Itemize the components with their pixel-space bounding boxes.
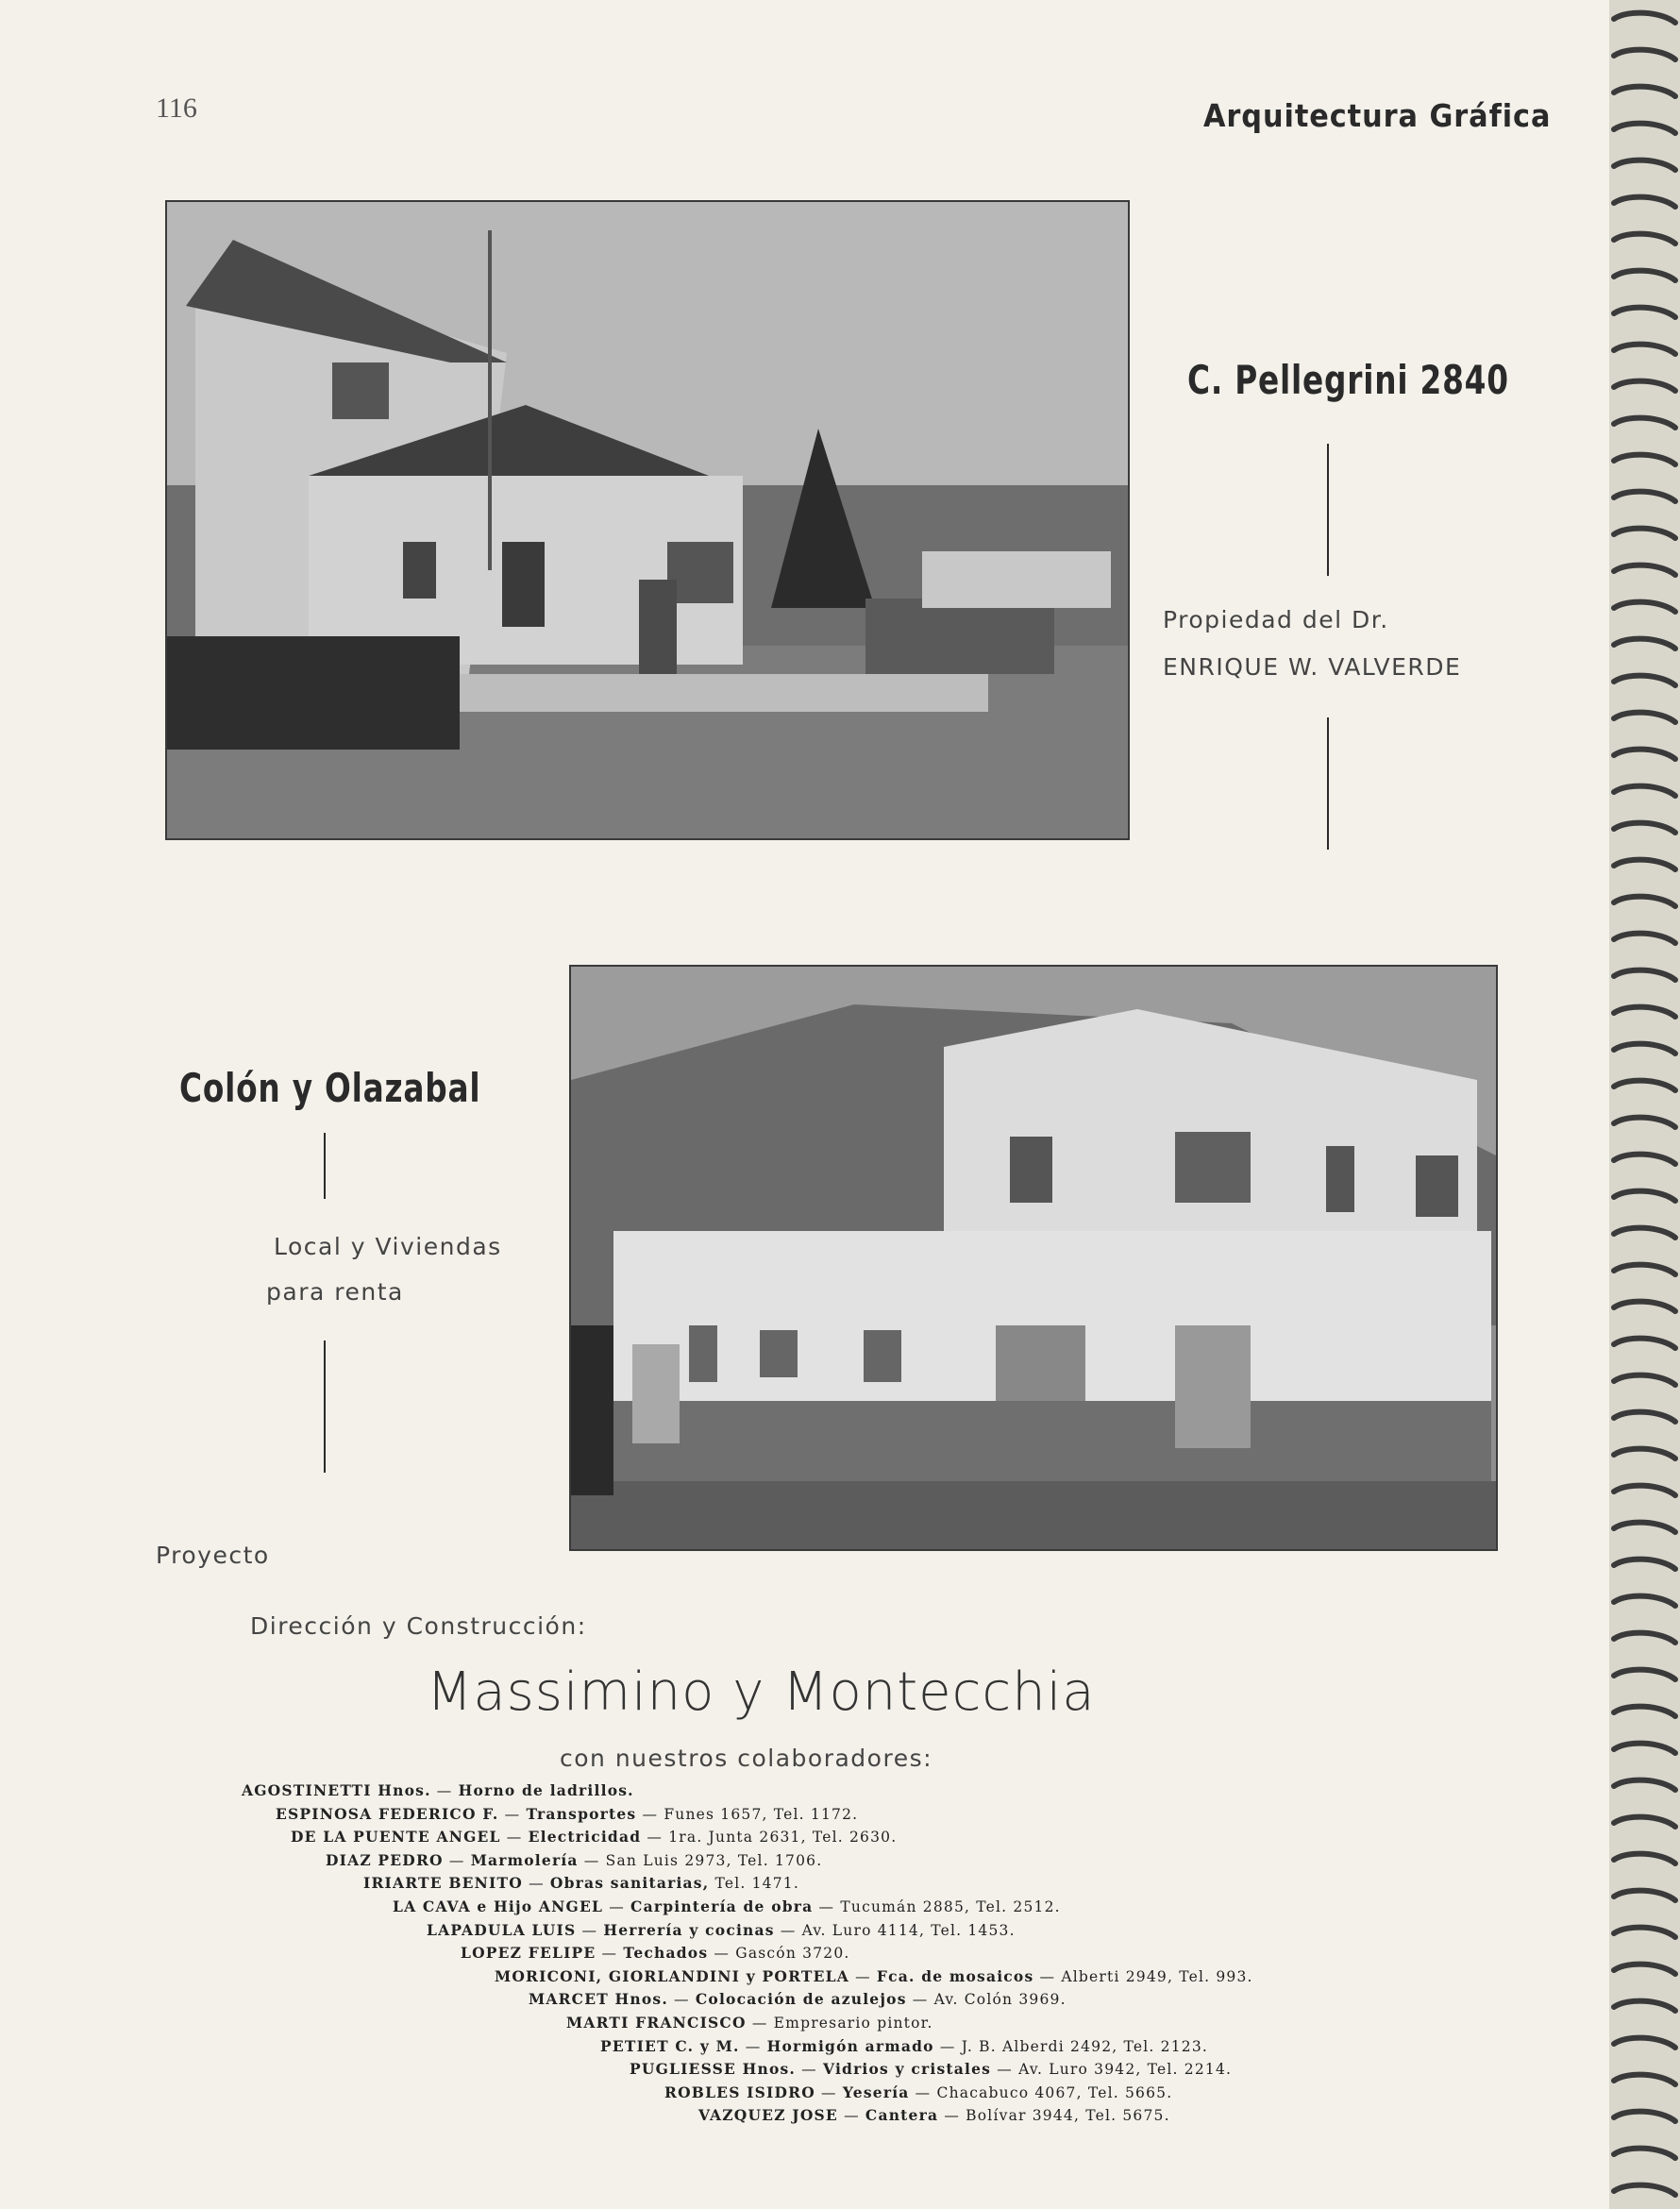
magazine-title: Arquitectura Gráfica — [1203, 97, 1552, 134]
page-number: 116 — [156, 93, 197, 124]
collaborator-row: MARTI FRANCISCO — Empresario pintor. — [566, 2013, 933, 2032]
divider-line — [1327, 444, 1329, 576]
collaborator-row: MARCET Hnos. — Colocación de azulejos — Av. Colón 3969. — [529, 1990, 1067, 2009]
collaborator-row: PETIET C. y M. — Hormigón armado — J. B. Alberdi 2492, Tel. 2123. — [600, 2036, 1209, 2055]
firm-name: Massimino y Montecchia — [427, 1661, 1096, 1723]
divider-line — [324, 1133, 326, 1199]
project-1-owner-line-1: Propiedad del Dr. — [1163, 606, 1389, 633]
collaborator-row: DIAZ PEDRO — Marmolería — San Luis 2973, Tel. 1706. — [326, 1850, 823, 1869]
collaborator-row: LAPADULA LUIS — Herrería y cocinas — Av. Luro 4114, Tel. 1453. — [427, 1920, 1016, 1939]
collaborator-row: VAZQUEZ JOSE — Cantera — Bolívar 3944, Tel. 5675. — [698, 2106, 1170, 2125]
house-photo — [165, 200, 1130, 840]
collaborators-list — [189, 1779, 1416, 2128]
collaborator-row: ESPINOSA FEDERICO F. — Transportes — Funes 1657, Tel. 1172. — [276, 1804, 859, 1823]
divider-line — [324, 1341, 326, 1473]
collaborator-row: AGOSTINETTI Hnos. — Horno de ladrillos. — [242, 1781, 634, 1799]
project-1-address: C. Pellegrini 2840 — [1187, 357, 1509, 403]
divider-line — [1327, 717, 1329, 850]
project-2-description-line-1: Local y Viviendas — [274, 1233, 502, 1260]
collaborator-row: IRIARTE BENITO — Obras sanitarias, Tel. 1471. — [363, 1874, 799, 1893]
collaborator-row: PUGLIESSE Hnos. — Vidrios y cristales — Av. Luro 3942, Tel. 2214. — [630, 2060, 1233, 2079]
collaborator-row: LOPEZ FELIPE — Techados — Gascón 3720. — [461, 1944, 850, 1963]
collaborator-row: ROBLES ISIDRO — Yesería — Chacabuco 4067, Tel. 5665. — [664, 2083, 1173, 2101]
project-2-address: Colón y Olazabal — [179, 1065, 481, 1111]
building-photo — [569, 965, 1498, 1551]
direction-label: Dirección y Construcción: — [250, 1612, 587, 1640]
project-2-description-line-2: para renta — [266, 1278, 404, 1306]
collaborator-row: LA CAVA e Hijo ANGEL — Carpintería de obra — Tucumán 2885, Tel. 2512. — [393, 1897, 1061, 1915]
project-1-owner-line-2: ENRIQUE W. VALVERDE — [1163, 653, 1462, 681]
collaborators-label: con nuestros colaboradores: — [560, 1745, 933, 1772]
collaborator-row: DE LA PUENTE ANGEL — Electricidad — 1ra. Junta 2631, Tel. 2630. — [291, 1828, 898, 1846]
collaborator-row: MORICONI, GIORLANDINI y PORTELA — Fca. de mosaicos — Alberti 2949, Tel. 993. — [495, 1966, 1253, 1985]
spiral-binding — [1609, 0, 1680, 2209]
project-label: Proyecto — [156, 1542, 270, 1569]
